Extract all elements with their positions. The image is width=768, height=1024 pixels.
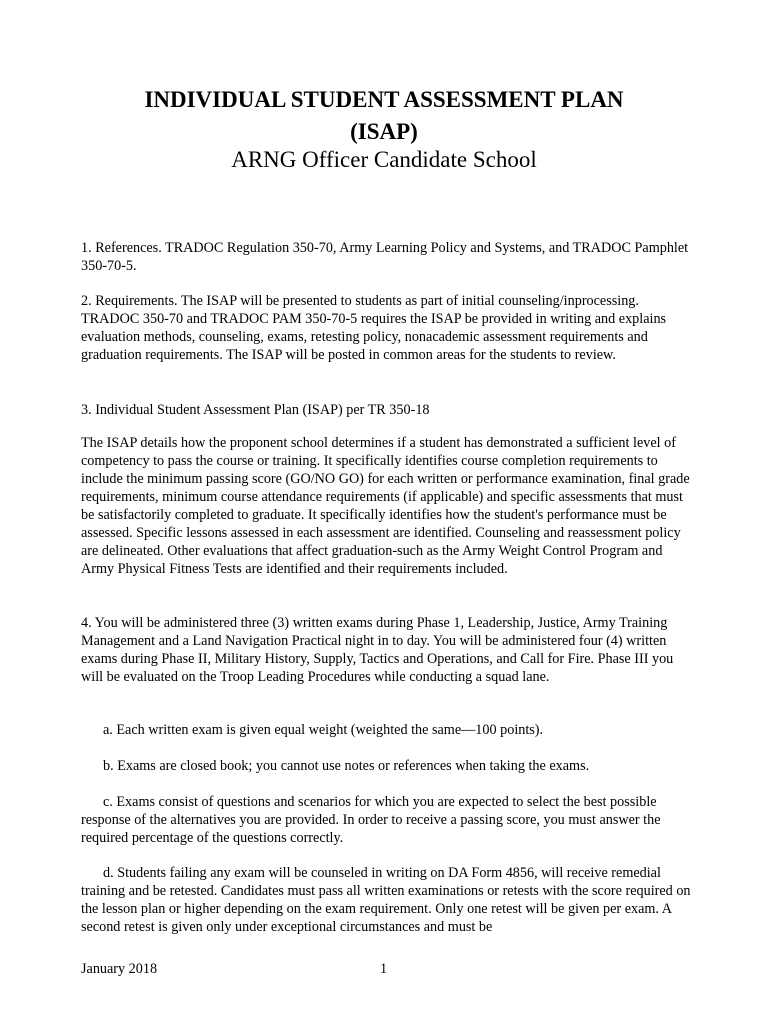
paragraph-isap-details: The ISAP details how the proponent school determines if a student has demonstrated a sufficient level of competency to pass the course or training. It specifically identifies course completion requirements to include the minimum passing score (GO/NO GO) for each written or performance examination, final grade requirements, minimum course attendance requirements (if applicable) and specific assessments that must be satisfactorily completed to graduate. It specifically identifies how the student's performance must be assessed. Specific lessons assessed in each assessment are identified. Counseling and reassessment policy are delineated. Other evaluations that affect graduation-such as the Army Weight Control Program and Army Physical Fitness Tests are identified and their requirements included. <box>81 435 690 577</box>
paragraph-item-b: b. Exams are closed book; you cannot use notes or references when taking the exams. <box>103 758 590 774</box>
paragraph-isap-heading: 3. Individual Student Assessment Plan (ISAP) per TR 350-18 <box>81 402 430 418</box>
document-subtitle: ARNG Officer Candidate School <box>231 147 537 172</box>
footer-date: January 2018 <box>81 961 158 977</box>
paragraph-item-c: c. Exams consist of questions and scenarios for which you are expected to select the best possible response of the alternatives you are provided. In order to receive a passing score, you must answer the required percentage of the questions correctly. <box>81 794 661 846</box>
paragraph-exams: 4. You will be administered three (3) written exams during Phase 1, Leadership, Justice, Army Training Management and a Land Navigation Practical night in to day. You will be administered four (4) written exams during Phase II, Military History, Supply, Tactics and Operations, and Call for Fire. Phase III you will be evaluated on the Troop Leading Procedures while conducting a squad lane. <box>81 615 674 685</box>
paragraph-requirements: 2. Requirements. The ISAP will be presented to students as part of initial counseling/inprocessing. TRADOC 350-70 and TRADOC PAM 350-70-5 requires the ISAP be provided in writing and explains evaluation methods, counseling, exams, retesting policy, nonacademic assessment requirements and graduation requirements. The ISAP will be posted in common areas for the students to review. <box>81 293 667 363</box>
page-number: 1 <box>380 961 388 977</box>
paragraph-item-a: a. Each written exam is given equal weight (weighted the same—100 points). <box>103 722 544 738</box>
document-title-line1: INDIVIDUAL STUDENT ASSESSMENT PLAN <box>144 87 624 112</box>
document-title-line2: (ISAP) <box>350 119 418 144</box>
paragraph-item-d: d. Students failing any exam will be counseled in writing on DA Form 4856, will receive remedial training and be retested. Candidates must pass all written examinations or retests with the score required on the lesson plan or higher depending on the exam requirement. Only one retest will be given per exam. A second retest is given only under exceptional circumstances and must be <box>81 865 691 935</box>
paragraph-references: 1. References. TRADOC Regulation 350-70, Army Learning Policy and Systems, and TRADOC Pamphlet 350-70-5. <box>81 240 689 274</box>
